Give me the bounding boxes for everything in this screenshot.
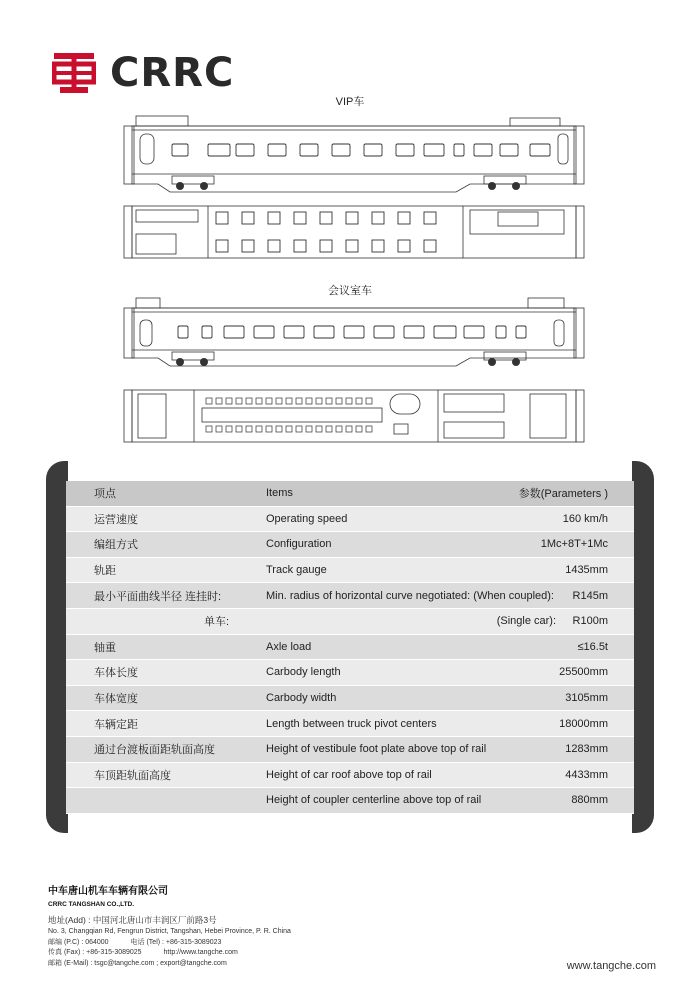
company-name-cn: 中车唐山机车车辆有限公司 (48, 886, 168, 897)
spec-val: 3105mm (565, 692, 608, 705)
spec-val: 18000mm (559, 717, 608, 730)
spec-cn: 单车: (204, 616, 230, 629)
spec-en: Height of car roof above top of rail (266, 768, 432, 781)
website-link[interactable]: www.tangche.com (566, 960, 656, 972)
spec-row (66, 660, 634, 686)
spec-en: Carbody width (266, 692, 337, 705)
drawing-title-meeting: 会议室车 (328, 285, 372, 297)
spec-cn: 车体长度 (94, 667, 138, 680)
spec-en: Carbody length (266, 666, 341, 679)
spec-val: R145m (572, 589, 608, 602)
spec-table (66, 481, 634, 814)
spec-row (66, 583, 634, 609)
spec-cn: 车辆定距 (94, 718, 138, 731)
spec-row (66, 635, 634, 661)
meeting-car-plan (118, 386, 588, 448)
spec-cn: 编组方式 (94, 539, 138, 552)
web-short[interactable]: http://www.tangche.com (163, 949, 238, 957)
spec-row (66, 507, 634, 533)
spec-val: 160 km/h (562, 512, 608, 525)
spec-en: Axle load (266, 640, 312, 653)
vip-car-plan (118, 202, 588, 262)
spec-cn: 最小平面曲线半径 连挂时: (94, 590, 222, 603)
header-val: 参数(Parameters ) (518, 488, 608, 501)
fax: 传真 (Fax) : +86-315-3089025 (48, 949, 142, 957)
footer-contact (48, 884, 291, 970)
spec-en: Configuration (266, 538, 332, 551)
spec-cn: 轨距 (94, 565, 116, 578)
spec-row (66, 788, 634, 814)
spec-cn: 车顶距轨面高度 (94, 769, 171, 782)
spec-val: 880mm (571, 794, 608, 807)
spec-val: 4433mm (565, 768, 608, 781)
spec-row (66, 558, 634, 584)
spec-row (66, 686, 634, 712)
crrc-logo (52, 50, 234, 96)
spec-val: ≤16.5t (577, 640, 608, 653)
spec-row (66, 711, 634, 737)
spec-en: Height of vestibule foot plate above top of rail (266, 743, 487, 756)
spec-row (66, 609, 634, 635)
crrc-logo-icon (52, 51, 96, 95)
tel: 电话 (Tel) : +86-315-3089023 (130, 938, 222, 946)
bracket-right (632, 461, 654, 833)
spec-cn: 轴重 (94, 641, 116, 654)
meeting-car-elevation (118, 296, 588, 382)
spec-en: Operating speed (266, 512, 348, 525)
postcode: 邮编 (P.C) : 064000 (48, 938, 109, 946)
header-cn: 项点 (94, 488, 116, 501)
spec-row (66, 763, 634, 789)
header-en: Items (266, 487, 293, 500)
brand-name: CRRC (110, 50, 235, 96)
vip-car-elevation (118, 112, 588, 198)
drawing-title-vip: VIP车 (335, 96, 365, 108)
spec-val: 1283mm (565, 743, 608, 756)
spec-val: R100m (572, 615, 608, 628)
bracket-left (46, 461, 68, 833)
spec-en: (Single car): (496, 615, 556, 628)
spec-val: 25500mm (559, 666, 608, 679)
spec-en: Min. radius of horizontal curve negotiated: (When coupled): (266, 589, 554, 602)
spec-header-row (66, 481, 634, 507)
spec-en: Track gauge (266, 564, 327, 577)
address-en: No. 3, Changqian Rd, Fengrun District, Tangshan, Hebei Province, P. R. China (48, 927, 291, 935)
address-cn: 地址(Add) : 中国河北唐山市丰润区厂前路3号 (48, 914, 217, 925)
spec-cn: 通过台渡板面距轨面高度 (94, 744, 215, 757)
fax-web-line (48, 948, 291, 959)
postcode-tel-line (48, 938, 291, 949)
spec-row (66, 532, 634, 558)
spec-table-frame (46, 461, 654, 833)
spec-cn: 车体宽度 (94, 693, 138, 706)
spec-val: 1Mc+8T+1Mc (540, 538, 608, 551)
company-name-en: CRRC TANGSHAN CO.,LTD. (48, 900, 135, 908)
spec-val: 1435mm (565, 564, 608, 577)
spec-cn: 运营速度 (94, 513, 138, 526)
email[interactable]: 邮箱 (E-Mail) : tsgc@tangche.com ; export@tangche.com (48, 960, 227, 968)
spec-en: Height of coupler centerline above top of rail (266, 794, 482, 807)
spec-row (66, 737, 634, 763)
spec-en: Length between truck pivot centers (266, 717, 437, 730)
